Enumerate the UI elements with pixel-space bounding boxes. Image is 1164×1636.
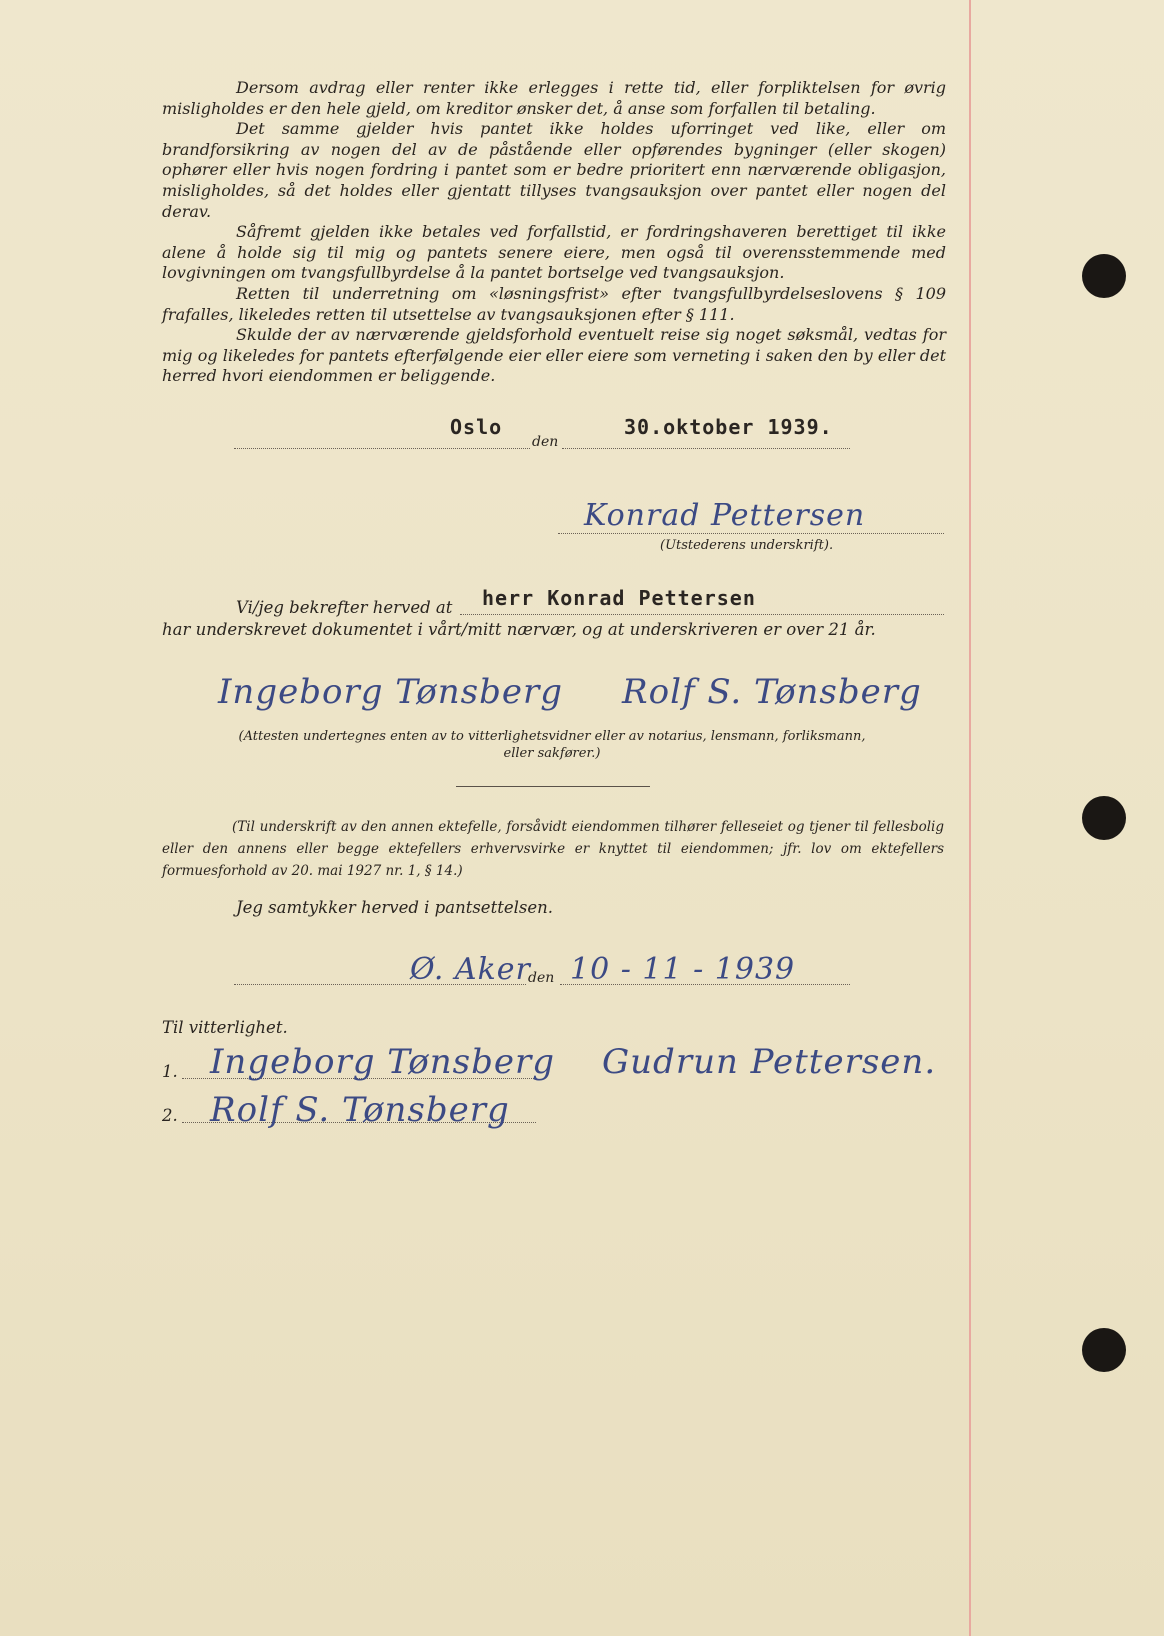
punch-hole [1082, 1328, 1126, 1372]
clause-text: Retten til underretning om «løsningsfrist» efter tvangsfullbyrdelseslovens § 109 frafalles, likeledes retten til utsettelse av tvangsauksjonen efter § 111. [162, 283, 946, 324]
consent-date-line [560, 984, 850, 985]
consent-place: Ø. Aker [410, 952, 531, 987]
attest-note: (Attesten undertegnes enten av to vitterlighetsvidner eller av notarius, lensmann, forliksmann, eller sakfører.) [238, 729, 866, 761]
clauses-block [162, 78, 946, 387]
signature-line [558, 533, 944, 534]
place-line [234, 448, 530, 449]
spouse-signature: Gudrun Pettersen. [602, 1042, 937, 1082]
consent-date: 10 - 11 - 1939 [570, 952, 796, 987]
issuer-signature: Konrad Pettersen [584, 498, 866, 533]
witness-signature-2: Rolf S. Tønsberg [622, 672, 922, 712]
spouse-witness-1: Ingeborg Tønsberg [210, 1042, 556, 1082]
confirm-label: Vi/jeg bekrefter herved at [236, 598, 453, 617]
issue-den: den [532, 434, 559, 450]
issue-date: 30.oktober 1939. [624, 415, 833, 439]
clause-text: Dersom avdrag eller renter ikke erlegges i rette tid, eller forpliktelsen for øvrig misligholdes er den hele gjeld, om kreditor ønsker det, å anse som forfallen til betaling. [162, 78, 946, 118]
witness-signature-1: Ingeborg Tønsberg [218, 672, 564, 712]
consent-place-line [234, 984, 526, 985]
witness-number-2: 2. [162, 1106, 178, 1125]
clause-text: Såfremt gjelden ikke betales ved forfallstid, er fordringshaveren berettiget til ikke alene å holde sig til mig og pantets senere eiere, men også til overensstemmende med lovgivningen om tvangsfullbyrdelse å la pantet bortselge ved tvangsauksjon. [162, 222, 946, 283]
witness-number-1: 1. [162, 1062, 178, 1081]
date-line [562, 448, 850, 449]
consent-den: den [528, 970, 555, 986]
issue-place: Oslo [450, 415, 503, 439]
divider [456, 786, 650, 787]
punch-hole [1082, 254, 1126, 298]
margin-line [969, 0, 971, 1636]
clause-text: Skulde der av nærværende gjeldsforhold eventuelt reise sig noget søksmål, vedtas for mig og likeledes for pantets efterfølgende eier eller eiere som verneting i saken den by eller det herred hvori eiendommen er beliggende. [162, 325, 946, 386]
confirm-name: herr Konrad Pettersen [482, 586, 756, 610]
issuer-caption: (Utstederens underskrift). [660, 538, 834, 553]
spouse-note: (Til underskrift av den annen ektefelle, forsåvidt eiendommen tilhører felleseiet og tjener til fellesbolig eller den annens eller begge ektefellers erhvervsvirke er knyttet til eiendommen; jfr. lov om ektefellers formuesforhold av 20. mai 1927 nr. 1, § 14.) [162, 819, 944, 879]
clause-text: Det samme gjelder hvis pantet ikke holdes uforringet ved like, eller om brandforsikring av nogen del av de påstående eller opførendes bygninger (eller skogen) ophører eller hvis nogen fordring i pantet som er bedre prioritert enn nærværende obligasjon, misligholdes, så det holdes eller gjentatt tillyses tvangsauksjon over pantet eller nogen del derav. [162, 119, 946, 221]
confirm-text: har underskrevet dokumentet i vårt/mitt nærvær, og at underskriveren er over 21 år. [162, 620, 876, 639]
confirm-line [460, 614, 944, 615]
consent-text: Jeg samtykker herved i pantsettelsen. [236, 898, 553, 917]
punch-hole [1082, 796, 1126, 840]
witness-label: Til vitterlighet. [162, 1018, 288, 1037]
spouse-witness-2: Rolf S. Tønsberg [210, 1090, 510, 1130]
